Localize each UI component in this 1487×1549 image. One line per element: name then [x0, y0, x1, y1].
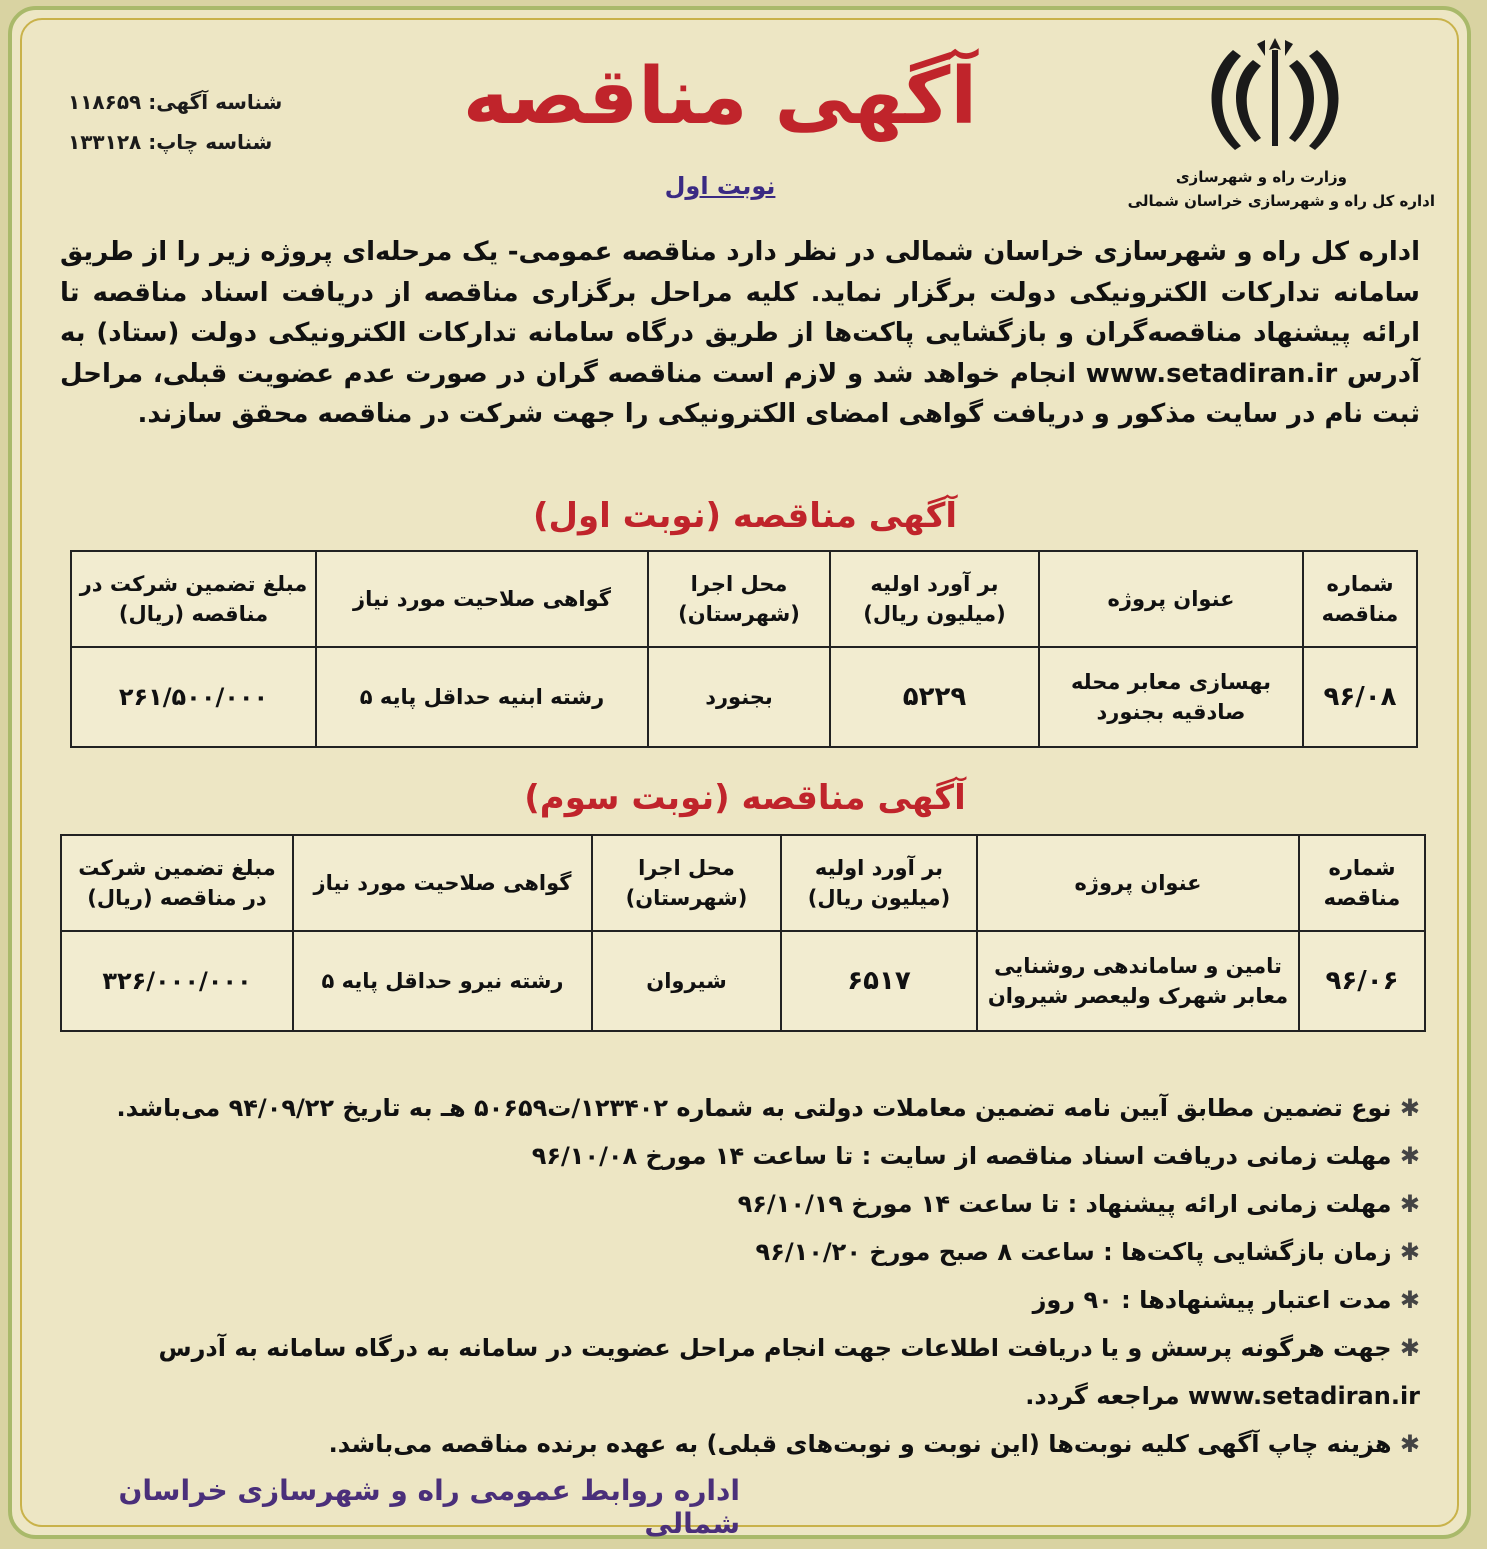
- tender2-table: [60, 834, 1426, 1032]
- identifier-block: [68, 82, 338, 162]
- list-item: ✱ مهلت زمانی ارائه پیشنهاد : تا ساعت ۱۴ مورخ ۹۶/۱۰/۱۹: [737, 1190, 1420, 1218]
- cell: تامین و ساماندهی روشنایی معابر شهرک ولیعصر شیروان: [977, 931, 1299, 1031]
- tender1-title: آگهی مناقصه (نوبت اول): [532, 496, 958, 536]
- bullet-icon: ✱: [1391, 1286, 1420, 1314]
- header-cell: محل اجرا (شهرستان): [648, 551, 830, 647]
- header-cell: مبلغ تضمین شرکت در مناقصه (ریال): [71, 551, 316, 647]
- list-item: ✱ هزینه چاپ آگهی کلیه نوبت‌ها (این نوبت و نوبت‌های قبلی) به عهده برنده مناقصه می‌باشد.: [328, 1430, 1420, 1458]
- ministry-block: [1015, 165, 1435, 213]
- bullet-icon: ✱: [1391, 1238, 1420, 1266]
- list-item: ✱ زمان بازگشایی پاکت‌ها : ساعت ۸ صبح مورخ ۹۶/۱۰/۲۰: [755, 1238, 1420, 1266]
- notes-list: [60, 1084, 1420, 1468]
- footer-signature: اداره روابط عمومی راه و شهرسازی خراسان شمالی: [118, 1474, 740, 1540]
- table-row: [71, 647, 1417, 747]
- list-item: ✱ مهلت زمانی دریافت اسناد مناقصه از سایت : تا ساعت ۱۴ مورخ ۹۶/۱۰/۰۸: [531, 1142, 1420, 1170]
- bullet-icon: ✱: [1391, 1190, 1420, 1218]
- notice-title: آگهی مناقصه: [462, 52, 978, 142]
- header-cell: عنوان پروژه: [1039, 551, 1303, 647]
- ministry-name: وزارت راه و شهرسازی: [1175, 168, 1347, 186]
- tender1-table: [70, 550, 1418, 748]
- intro-paragraph: اداره کل راه و شهرسازی خراسان شمالی در نظر دارد مناقصه عمومی- یک مرحله‌ای پروژه زیر را از طریق سامانه تدارکات الکترونیکی دولت برگزار نماید. کلیه مراحل برگزاری مناقصه از دریافت اسناد مناقصه تا ارائه پیشنهاد مناقصه‌گران و بازگشایی پاکت‌ها از طریق درگاه سامانه تدارکات الکترونیکی دولت (ستاد) به آدرس www.setadiran.ir انجام خواهد شد و لازم است مناقصه گران در صورت عدم عضویت قبلی، مراحل ثبت نام در سایت مذکور و دریافت گواهی امضای الکترونیکی را جهت شرکت در مناقصه محقق سازند.: [60, 237, 1420, 429]
- cell: ۹۶/۰۶: [1299, 931, 1425, 1031]
- cell: بهسازی معابر محله صادقیه بجنورد: [1039, 647, 1303, 747]
- header-cell: محل اجرا (شهرستان): [592, 835, 781, 931]
- cell: ۲۶۱/۵۰۰/۰۰۰: [71, 647, 316, 747]
- cell: ۶۵۱۷: [781, 931, 977, 1031]
- cell: بجنورد: [648, 647, 830, 747]
- list-item: ✱ جهت هرگونه پرسش و یا دریافت اطلاعات جهت انجام مراحل عضویت در سامانه به درگاه سامانه به آدرس: [158, 1334, 1420, 1362]
- list-item-continuation: www.setadiran.ir مراجعه گردد.: [1025, 1382, 1420, 1410]
- header-cell: عنوان پروژه: [977, 835, 1299, 931]
- header-cell: مبلغ تضمین شرکت در مناقصه (ریال): [61, 835, 293, 931]
- cell: رشته ابنیه حداقل پایه ۵: [316, 647, 648, 747]
- ad-id: شناسه آگهی: ۱۱۸۶۵۹: [68, 90, 283, 114]
- header-cell: شماره مناقصه: [1299, 835, 1425, 931]
- table-header-row: [61, 835, 1425, 931]
- print-id: شناسه چاپ: ۱۳۳۱۲۸: [68, 130, 273, 154]
- cell: شیروان: [592, 931, 781, 1031]
- bullet-icon: ✱: [1391, 1430, 1420, 1458]
- tender2-title: آگهی مناقصه (نوبت سوم): [524, 778, 966, 818]
- header-cell: بر آورد اولیه (میلیون ریال): [830, 551, 1039, 647]
- round-label: نوبت اول: [664, 172, 776, 200]
- cell: ۳۲۶/۰۰۰/۰۰۰: [61, 931, 293, 1031]
- directorate-name: اداره کل راه و شهرسازی خراسان شمالی: [1127, 192, 1435, 210]
- header-cell: بر آورد اولیه (میلیون ریال): [781, 835, 977, 931]
- table-row: [61, 931, 1425, 1031]
- header-cell: گواهی صلاحیت مورد نیاز: [293, 835, 592, 931]
- header-cell: شماره مناقصه: [1303, 551, 1417, 647]
- bullet-icon: ✱: [1391, 1142, 1420, 1170]
- iran-emblem-icon: [1195, 30, 1355, 160]
- cell: ۹۶/۰۸: [1303, 647, 1417, 747]
- cell: رشته نیرو حداقل پایه ۵: [293, 931, 592, 1031]
- list-item: ✱ مدت اعتبار پیشنهادها : ۹۰ روز: [1032, 1286, 1420, 1314]
- bullet-icon: ✱: [1391, 1334, 1420, 1362]
- table-header-row: [71, 551, 1417, 647]
- cell: ۵۲۲۹: [830, 647, 1039, 747]
- bullet-icon: ✱: [1391, 1094, 1420, 1122]
- header-cell: گواهی صلاحیت مورد نیاز: [316, 551, 648, 647]
- list-item: ✱ نوع تضمین مطابق آیین نامه تضمین معاملات دولتی به شماره ۱۲۳۴۰۲/ت۵۰۶۵۹ هـ به تاریخ ۹۴/۰۹/۲۲ می‌باشد.: [116, 1094, 1420, 1122]
